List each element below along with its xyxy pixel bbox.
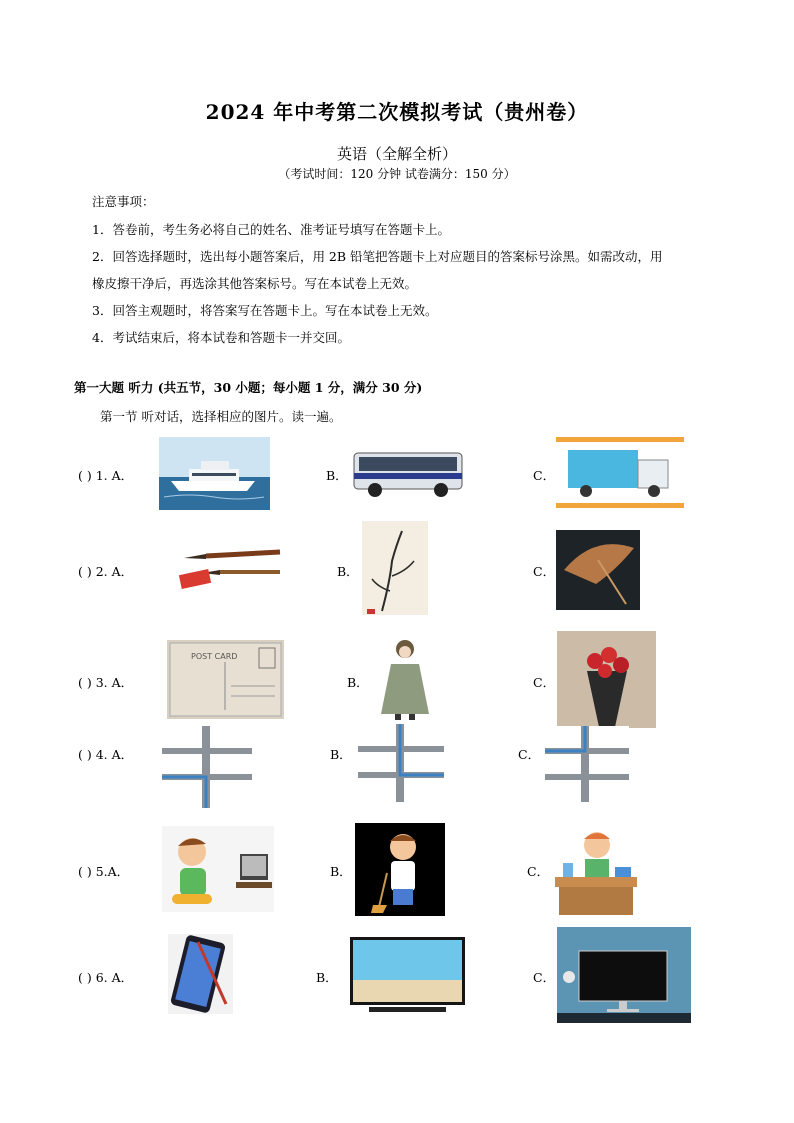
boy-at-desk-image [553, 823, 640, 917]
option-c-label: C． [533, 468, 556, 483]
boy-playing-video-game-image [162, 826, 274, 912]
question-number: ( ) 1. A． [78, 468, 134, 483]
boy-sweeping-image [355, 823, 445, 916]
note-item-2: 2．回答选择题时，选出每小题答案后，用 2B 铅笔把答题卡上对应题目的答案标号涂黑。如需改动，用 [92, 249, 663, 264]
television-image [349, 936, 466, 1015]
part-heading: 第一节 听对话，选择相应的图片。读一遍。 [100, 409, 342, 424]
option-c-label: C． [533, 564, 556, 579]
postcard-image [167, 640, 284, 719]
option-c-label: C． [527, 864, 550, 879]
page-subtitle: 英语（全解全析） [336, 145, 457, 163]
notes-block [92, 192, 732, 351]
computer-monitor-image [557, 927, 691, 1023]
option-b-label: B． [337, 564, 359, 579]
postcard-text: POST CARD [191, 652, 238, 661]
note-item-1: 1．答卷前，考生务必将自己的姓名、准考证号填写在答题卡上。 [92, 222, 450, 237]
brush-and-seal-image [176, 542, 284, 592]
option-b-label: B． [326, 468, 348, 483]
question-number: ( ) 5.A． [78, 864, 130, 879]
question-number: ( ) 3. A． [78, 675, 134, 690]
option-c-label: C． [533, 970, 556, 985]
option-b-label: B． [330, 864, 352, 879]
option-c-label: C． [518, 747, 541, 762]
yacht-image [159, 437, 270, 510]
route-map-b-image [358, 724, 444, 802]
route-map-a-image [162, 726, 252, 808]
option-b-label: B． [316, 970, 338, 985]
doll-image [377, 636, 433, 722]
smartphone-image [168, 934, 233, 1014]
notes-heading: 注意事项： [92, 194, 155, 209]
truck-image [556, 436, 684, 509]
flower-bouquet-image [557, 631, 656, 728]
bus-image [351, 445, 466, 500]
note-item-4: 4．考试结束后，将本试卷和答题卡一并交回。 [92, 330, 350, 345]
question-number: ( ) 6. A． [78, 970, 134, 985]
option-b-label: B． [330, 747, 352, 762]
option-c-label: C． [533, 675, 556, 690]
question-number: ( ) 4. A． [78, 747, 134, 762]
oil-paper-umbrella-image [556, 530, 640, 610]
option-b-label: B． [347, 675, 369, 690]
route-map-c-image [545, 726, 629, 802]
exam-time-info: （考试时间：120 分钟 试卷满分：150 分） [278, 167, 516, 181]
note-item-3: 3．回答主观题时，将答案写在答题卡上。写在本试卷上无效。 [92, 303, 438, 318]
page-title: 2024 年中考第二次模拟考试（贵州卷） [205, 100, 589, 124]
note-item-2-cont: 橡皮擦干净后，再选涂其他答案标号。写在本试卷上无效。 [92, 276, 418, 291]
question-number: ( ) 2. A． [78, 564, 134, 579]
section-heading: 第一大题 听力 (共五节，30 小题；每小题 1 分，满分 30 分) [74, 380, 423, 395]
plum-blossom-painting-image [362, 521, 428, 615]
